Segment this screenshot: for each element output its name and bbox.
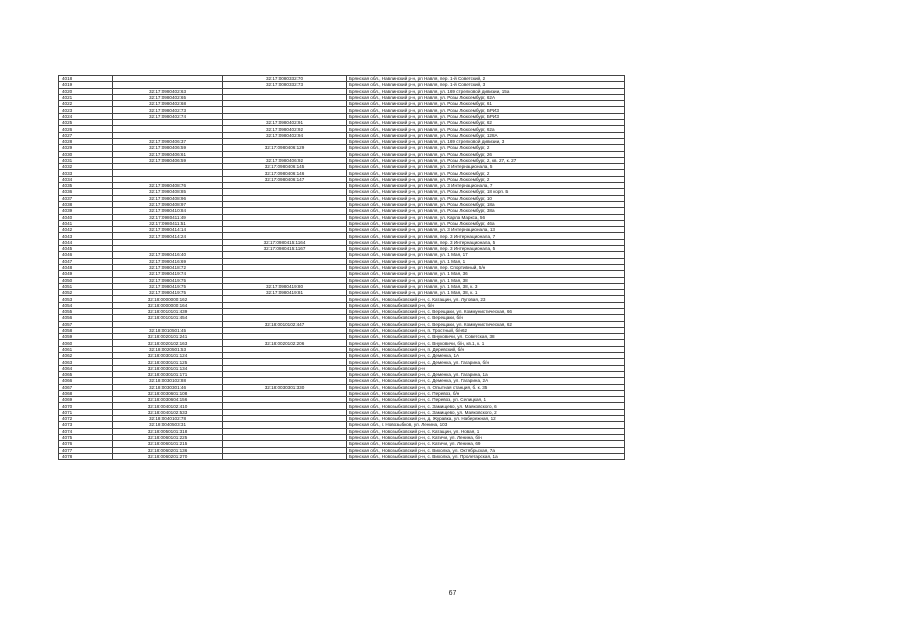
address-cell: Брянская обл., Новозыбковский р-н, с. Катичи, ул. Ленина, б/н: [347, 434, 625, 440]
land-cadastral-number-cell: 32:17:0980411:49: [113, 214, 223, 220]
building-cadastral-number-cell: 32:17:0980415:1167: [223, 246, 347, 252]
land-cadastral-number-cell: 32:17:0980406:37: [113, 138, 223, 144]
address-cell: Брянская обл., Навлинский р-н, рп Навля, ул. 1 Мая, 38, к. 3: [347, 283, 625, 289]
row-number-cell: 4053: [59, 296, 113, 302]
address-cell: Брянская обл., Навлинский р-н, рп Навля, ул. Розы Люксембург, 10: [347, 195, 625, 201]
land-cadastral-number-cell: 32:17:0980416:40: [113, 252, 223, 258]
land-cadastral-number-cell: 32:18:0030301:46: [113, 384, 223, 390]
land-cadastral-number-cell: 32:17:0980408:76: [113, 183, 223, 189]
address-cell: Брянская обл., Новозыбковский р-н, с. Катащин, ул. Луговая, 23: [347, 296, 625, 302]
land-cadastral-number-cell: 32:18:0030601:108: [113, 390, 223, 396]
row-number-cell: 4024: [59, 113, 113, 119]
land-cadastral-number-cell: 32:17:0980414:14: [113, 227, 223, 233]
land-cadastral-number-cell: 32:18:0030101:134: [113, 365, 223, 371]
building-cadastral-number-cell: 32:17:0980406:92: [223, 157, 347, 163]
address-cell: Брянская обл., Навлинский р-н, рп Навля, ул. Розы Люксембург, 2: [347, 176, 625, 182]
row-number-cell: 4039: [59, 208, 113, 214]
address-cell: Брянская обл., Новозыбковский р-н, с. Вихолка, ул. Пролетарская, 1а: [347, 453, 625, 459]
building-cadastral-number-cell: 32:17:0080332:70: [223, 76, 347, 82]
address-cell: Брянская обл., Навлинский р-н, рп Навля, ул. Розы Люксембург, 46а: [347, 220, 625, 226]
land-cadastral-number-cell: 32:17:0980419:75: [113, 290, 223, 296]
row-number-cell: 4051: [59, 283, 113, 289]
address-cell: Брянская обл., Навлинский р-н, рп Навля, ул. 1 Мая, 36: [347, 271, 625, 277]
land-cadastral-number-cell: 32:17:0980408:85: [113, 189, 223, 195]
address-cell: Брянская обл., Навлинский р-н, рп Навля, ул. 3 Интернационала, 13: [347, 227, 625, 233]
row-number-cell: 4032: [59, 164, 113, 170]
row-number-cell: 4068: [59, 390, 113, 396]
page-number: 67: [448, 590, 457, 597]
row-number-cell: 4022: [59, 101, 113, 107]
address-cell: Брянская обл., Новозыбковский р-н, с. Деменка, ул. Гагарина, б/н: [347, 359, 625, 365]
address-cell: Брянская обл., Новозыбковский р-н, с. Катащин, ул. Новая, 1: [347, 428, 625, 434]
land-cadastral-number-cell: 32:18:0020102:163: [113, 340, 223, 346]
row-number-cell: 4073: [59, 422, 113, 428]
table-row: [59, 453, 625, 459]
row-number-cell: 4056: [59, 315, 113, 321]
building-cadastral-number-cell: 32:17:0080332:73: [223, 82, 347, 88]
address-cell: Брянская обл., Навлинский р-н, рп Навля, ул. 1 Мая, 17: [347, 252, 625, 258]
address-cell: Брянская обл., Навлинский р-н, рп Навля, ул. Розы Люксембург, 2: [347, 145, 625, 151]
land-cadastral-number-cell: 32:17:0980408:96: [113, 195, 223, 201]
building-cadastral-number-cell: 32:18:0030301:330: [223, 384, 347, 390]
building-cadastral-number-cell: 32:17:0980406:147: [223, 176, 347, 182]
address-cell: Брянская обл., Навлинский р-н, рп Навля, ул. Розы Люксембург, 2, кв. 27, к. 27: [347, 157, 625, 163]
land-cadastral-number-cell: 32:18:0060101:215: [113, 441, 223, 447]
row-number-cell: 4047: [59, 258, 113, 264]
row-number-cell: 4071: [59, 409, 113, 415]
address-cell: Брянская обл., Новозыбковский р-н, с. Верещаки, б/н: [347, 315, 625, 321]
building-cadastral-number-cell: 32:17:0980419:80: [223, 283, 347, 289]
row-number-cell: 4055: [59, 308, 113, 314]
land-cadastral-number-cell: 32:18:0040102:533: [113, 409, 223, 415]
row-number-cell: 4034: [59, 176, 113, 182]
land-cadastral-number-cell: 32:18:0030101:171: [113, 371, 223, 377]
row-number-cell: 4066: [59, 378, 113, 384]
row-number-cell: 4031: [59, 157, 113, 163]
address-cell: Брянская обл., Навлинский р-н, рп Навля, ул. Розы Люксембург, 62а: [347, 126, 625, 132]
address-cell: Брянская обл., Навлинский р-н, рп Навля, пер. 3 Интернационала, 5: [347, 239, 625, 245]
address-cell: Брянская обл., Навлинский р-н, рп Навля, пер. 1-й Советский, 2: [347, 76, 625, 82]
row-number-cell: 4062: [59, 353, 113, 359]
building-cadastral-number-cell: [223, 453, 347, 459]
row-number-cell: 4019: [59, 82, 113, 88]
land-cadastral-number-cell: 32:17:0980414:24: [113, 233, 223, 239]
land-cadastral-number-cell: 32:17:0980408:97: [113, 201, 223, 207]
address-cell: Брянская обл., Навлинский р-н, рп Навля, ул. 169 стрелковой дивизии, 15а: [347, 88, 625, 94]
address-cell: Брянская обл., г. Новозыбков, ул. Ленина, 103: [347, 422, 625, 428]
building-cadastral-number-cell: 32:18:0020102:206: [223, 340, 347, 346]
land-cadastral-number-cell: 32:18:0030604:156: [113, 397, 223, 403]
address-cell: Брянская обл., Навлинский р-н, рп Навля, ул. Розы Люксембург, 18а: [347, 201, 625, 207]
address-cell: Брянская обл., Новозыбковский р-н, с. Деменка, ул. Гагарина, 1а: [347, 371, 625, 377]
row-number-cell: 4040: [59, 214, 113, 220]
row-number-cell: 4049: [59, 271, 113, 277]
land-cadastral-number-cell: 32:17:0980418:72: [113, 264, 223, 270]
row-number-cell: 4041: [59, 220, 113, 226]
land-cadastral-number-cell: 32:17:0980406:61: [113, 151, 223, 157]
address-cell: Брянская обл., Навлинский р-н, рп Навля, ул. 3 Интернационала, 5: [347, 164, 625, 170]
address-cell: Брянская обл., Новозыбковский р-н, с. Вихолка, ул. Октябрьская, 7а: [347, 447, 625, 453]
land-cadastral-number-cell: 32:18:0060101:225: [113, 434, 223, 440]
row-number-cell: 4038: [59, 201, 113, 207]
row-number-cell: 4078: [59, 453, 113, 459]
address-cell: Брянская обл., Новозыбковский р-н, д. Журавка, ул. Набережная, 12: [347, 416, 625, 422]
land-cadastral-number-cell: 32:18:0040102:78: [113, 416, 223, 422]
address-cell: Брянская обл., Новозыбковский р-н, с. Деменка, ул. Гагарина, 2А: [347, 378, 625, 384]
row-number-cell: 4060: [59, 340, 113, 346]
row-number-cell: 4048: [59, 264, 113, 270]
address-cell: Брянская обл., Новозыбковский р-н, с. Внуковичи, ул. Советская, 38: [347, 334, 625, 340]
address-cell: Брянская обл., Навлинский р-н, рп Навля, ул. 3 Интернационала, 7: [347, 183, 625, 189]
address-cell: Брянская обл., Навлинский р-н, рп Навля, ул. 169 стрелковой дивизии, 3: [347, 138, 625, 144]
address-cell: Брянская обл., Навлинский р-н, рп Навля, пер. 3 Интернационала, 5: [347, 246, 625, 252]
row-number-cell: 4026: [59, 126, 113, 132]
address-cell: Брянская обл., Новозыбковский р-н, с. Верещаки, ул. Коммунистическая, 62: [347, 321, 625, 327]
land-cadastral-number-cell: 32:17:0980419:74: [113, 271, 223, 277]
building-cadastral-number-cell: 32:17:0980402:94: [223, 132, 347, 138]
row-number-cell: 4070: [59, 403, 113, 409]
land-cadastral-number-cell: 32:18:0000000:162: [113, 296, 223, 302]
land-cadastral-number-cell: 32:18:0040102:410: [113, 403, 223, 409]
row-number-cell: 4029: [59, 145, 113, 151]
address-cell: Брянская обл., Навлинский р-н, рп Навля, ул. Розы Люксембург, 128А: [347, 132, 625, 138]
address-cell: Брянская обл., Навлинский р-н, рп Навля, ул. Розы Люксембург, БРИЗ: [347, 107, 625, 113]
row-number-cell: 4036: [59, 189, 113, 195]
building-cadastral-number-cell: 32:17:0980402:91: [223, 120, 347, 126]
address-cell: Брянская обл., Новозыбковский р-н, с. Катичи, ул. Ленина, 69: [347, 441, 625, 447]
land-cadastral-number-cell: 32:18:0020101:241: [113, 334, 223, 340]
land-cadastral-number-cell: 32:18:0060201:270: [113, 453, 223, 459]
land-cadastral-number-cell: 32:18:0000000:164: [113, 302, 223, 308]
land-cadastral-number-cell: 32:17:0980406:59: [113, 157, 223, 163]
address-cell: Брянская обл., Навлинский р-н, рп Навля, ул. Розы Люксембург, 62: [347, 120, 625, 126]
land-cadastral-number-cell: 32:18:0040503:31: [113, 422, 223, 428]
registry-table: [58, 75, 625, 460]
land-cadastral-number-cell: 32:17:0980402:65: [113, 94, 223, 100]
registry-table-body: [59, 76, 625, 460]
land-cadastral-number-cell: 32:18:0010501:45: [113, 327, 223, 333]
address-cell: Брянская обл., Новозыбковский р-н, с. Замищево, ул. Маяковского, 2: [347, 409, 625, 415]
row-number-cell: 4065: [59, 371, 113, 377]
row-number-cell: 4035: [59, 183, 113, 189]
address-cell: Брянская обл., Новозыбковский р-н, с. Верещаки, ул. Коммунистическая, 66: [347, 308, 625, 314]
land-cadastral-number-cell: 32:17:0980406:59: [113, 145, 223, 151]
address-cell: Брянская обл., Навлинский р-н, рп Навля, пер. 1-й Советский, 3: [347, 82, 625, 88]
address-cell: Брянская обл., Навлинский р-н, рп Навля, ул. Розы Люксембург, 61: [347, 101, 625, 107]
building-cadastral-number-cell: 32:17:0980406:145: [223, 164, 347, 170]
address-cell: Брянская обл., Навлинский р-н, рп Навля, ул. 1 Мая, 38, к. 1: [347, 290, 625, 296]
address-cell: Брянская обл., Новозыбковский р-н, п. Тростный, б/н62: [347, 327, 625, 333]
building-cadastral-number-cell: 32:17:0980415:1164: [223, 239, 347, 245]
row-number-cell: 4057: [59, 321, 113, 327]
row-number-cell: 4076: [59, 441, 113, 447]
land-cadastral-number-cell: 32:17:0980410:84: [113, 208, 223, 214]
land-cadastral-number-cell: 32:17:0980419:75: [113, 277, 223, 283]
row-number-cell: 4058: [59, 327, 113, 333]
land-cadastral-number-cell: 32:18:0030102:88: [113, 378, 223, 384]
row-number-cell: 4067: [59, 384, 113, 390]
land-cadastral-number-cell: 32:18:0060201:136: [113, 447, 223, 453]
row-number-cell: 4054: [59, 302, 113, 308]
row-number-cell: 4045: [59, 246, 113, 252]
address-cell: Брянская обл., Навлинский р-н, рп Навля, ул. Розы Люксембург, 2: [347, 170, 625, 176]
row-number-cell: 4074: [59, 428, 113, 434]
row-number-cell: 4021: [59, 94, 113, 100]
row-number-cell: 4027: [59, 132, 113, 138]
address-cell: Брянская обл., Новозыбковский р-н, с. Деменка, 1А: [347, 353, 625, 359]
address-cell: Брянская обл., Навлинский р-н, рп Навля, ул. 1 Мая, 1: [347, 258, 625, 264]
land-cadastral-number-cell: 32:17:0980402:73: [113, 107, 223, 113]
row-number-cell: 4077: [59, 447, 113, 453]
land-cadastral-number-cell: 32:18:0020501:53: [113, 346, 223, 352]
row-number-cell: 4020: [59, 88, 113, 94]
land-cadastral-number-cell: 32:18:0030101:125: [113, 359, 223, 365]
row-number-cell: 4075: [59, 434, 113, 440]
building-cadastral-number-cell: 32:17:0980406:129: [223, 145, 347, 151]
building-cadastral-number-cell: 32:17:0980406:146: [223, 170, 347, 176]
row-number-cell: 4072: [59, 416, 113, 422]
land-cadastral-number-cell: 32:17:0980419:75: [113, 283, 223, 289]
address-cell: Брянская обл., Навлинский р-н, рп Навля, ул. Розы Люксембург, 38а: [347, 208, 625, 214]
address-cell: Брянская обл., Навлинский р-н, рп Навля, пер. 3 Интернационала, 7: [347, 233, 625, 239]
building-cadastral-number-cell: 32:17:0980402:92: [223, 126, 347, 132]
row-number-cell: 4037: [59, 195, 113, 201]
address-cell: Брянская обл., Навлинский р-н, рп Навля, ул. Розы Люксембург, 26: [347, 151, 625, 157]
address-cell: Брянская обл., Навлинский р-н, рп Навля, ул. Розы Люксембург, 62А: [347, 94, 625, 100]
land-cadastral-number-cell: 32:17:0980402:68: [113, 101, 223, 107]
land-cadastral-number-cell: 32:18:0010101:439: [113, 308, 223, 314]
land-cadastral-number-cell: 32:17:0980402:74: [113, 113, 223, 119]
land-cadastral-number-cell: 32:18:0010101:454: [113, 315, 223, 321]
row-number-cell: 4069: [59, 397, 113, 403]
address-cell: Брянская обл., Новозыбковский р-н, с. Замищево, ул. Маяковского, 6: [347, 403, 625, 409]
building-cadastral-number-cell: 32:18:0010102:447: [223, 321, 347, 327]
row-number-cell: 4052: [59, 290, 113, 296]
building-cadastral-number-cell: 32:17:0980419:81: [223, 290, 347, 296]
row-number-cell: 4064: [59, 365, 113, 371]
address-cell: Брянская обл., Навлинский р-н, рп Навля, пер. Спортивный, 5/н: [347, 264, 625, 270]
address-cell: Брянская обл., Новозыбковский р-н, с. Перевоз, б/н: [347, 390, 625, 396]
address-cell: Брянская обл., Новозыбковский р-н: [347, 365, 625, 371]
land-cadastral-number-cell: 32:18:0030101:124: [113, 353, 223, 359]
address-cell: Брянская обл., Новозыбковский р-н, б/н: [347, 302, 625, 308]
row-number-cell: 4043: [59, 233, 113, 239]
row-number-cell: 4050: [59, 277, 113, 283]
address-cell: Брянская обл., Новозыбковский р-н, п. Деревский, б/н: [347, 346, 625, 352]
land-cadastral-number-cell: 32:17:0980411:51: [113, 220, 223, 226]
row-number-cell: 4033: [59, 170, 113, 176]
address-cell: Брянская обл., Навлинский р-н, рп Навля, ул. Розы Люксембург, БРИЗ: [347, 113, 625, 119]
row-number-cell: 4025: [59, 120, 113, 126]
land-cadastral-number-cell: 32:18:0050101:318: [113, 428, 223, 434]
row-number-cell: 4042: [59, 227, 113, 233]
row-number-cell: 4028: [59, 138, 113, 144]
row-number-cell: 4059: [59, 334, 113, 340]
address-cell: Брянская обл., Навлинский р-н, рп Навля, ул. Розы Люксембург, 18 корп. Б: [347, 189, 625, 195]
row-number-cell: 4023: [59, 107, 113, 113]
row-number-cell: 4044: [59, 239, 113, 245]
address-cell: Брянская обл., Навлинский р-н, рп Навля, ул. 1 Мая, 38: [347, 277, 625, 283]
land-cadastral-number-cell: 32:17:0980402:63: [113, 88, 223, 94]
row-number-cell: 4018: [59, 76, 113, 82]
row-number-cell: 4061: [59, 346, 113, 352]
land-cadastral-number-cell: 32:17:0980416:69: [113, 258, 223, 264]
address-cell: Брянская обл., Новозыбковский р-н, с. Внуковичи, б/н, кв.1, к. 1: [347, 340, 625, 346]
row-number-cell: 4063: [59, 359, 113, 365]
address-cell: Брянская обл., Навлинский р-н, рп Навля, ул. Карла Маркса, 56: [347, 214, 625, 220]
row-number-cell: 4030: [59, 151, 113, 157]
address-cell: Брянская обл., Новозыбковский р-н, с. Перевоз, ул. Селицкая, 1: [347, 397, 625, 403]
row-number-cell: 4046: [59, 252, 113, 258]
address-cell: Брянская обл., Новозыбковский р-н, п. Опытная станция, б. к. 35: [347, 384, 625, 390]
